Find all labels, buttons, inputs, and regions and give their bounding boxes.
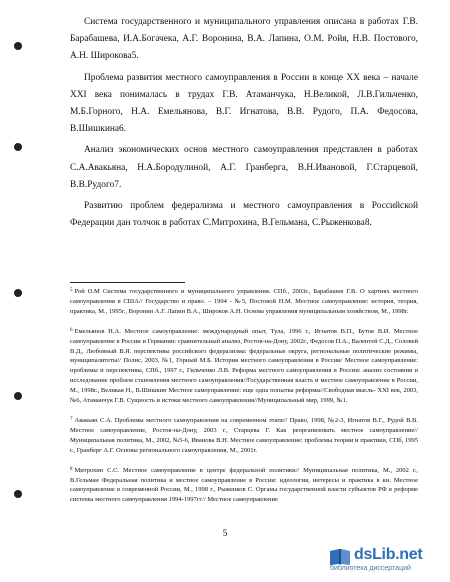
- footnote-text: Митрохин С.С. Местное самоуправление в центре федеральной политики// Муниципальная политика, М., 2002 г., В.Гельман Федеральная политика и местное самоуправление в России: идеология, интересы и практика в кн. Местное самоуправление в современной России, М., 1998 г., Рыженков С. Органы государственной власти субъектов РФ в реформе системы местного самоуправления 1994-1997гг// Местное самоуправление: [70, 466, 418, 504]
- footnote-6: [70, 326, 418, 406]
- footnote-number: 7: [70, 416, 73, 422]
- footnote-text: Рой О.М Система государственного и муниципального управления. СПб., 2003г., Барабашев Г.В. О хартиях местного самоуправления в США// Государство и право. – 1994 - №5, Постовой Н.М. Местное самоуправление: история, теория, практика, М., 1995г., Воронин А.Г. Лапин В.А., Широков А.Н. Основа управления муниципальным хозяйством, М., 1998г.: [70, 288, 418, 315]
- paragraph-3: Анализ экономических основ местного самоуправления представлен в работах С.А.Авакьяна, Н.А.Бородулиной, А.Г. Гранберга, В.Н.Ивановой, Г.Старцевой, В.В.Рудого7.: [70, 145, 418, 190]
- paragraph-1: Система государственного и муниципального управления описана в работах Г.В. Барабашева, И.А.Богачека, А.Г. Воронина, В.А. Лапина, О.М. Ройя, Н.В. Постового, А.Н. Широкова5.: [70, 17, 418, 62]
- binder-hole-icon: [14, 289, 22, 297]
- watermark-tagline: библиотека диссертаций: [330, 565, 411, 572]
- footnote-number: 8: [70, 466, 73, 472]
- book-logo-icon: [328, 547, 352, 567]
- footnote-text: Авакьян С.А. Проблемы местного самоуправления на современном этапе// Право, 1998, №2-3, Игнатов В.Г., Рудой В.В. Местное самоуправление, Ростов-на-Дону, 2003 г., Старцева Г. Как реорганизовать местное самоуправление// Муниципальная политика, М., 2002, №5-6, Иванова В.Н. Местное самоуправление: проблемы теории и практики, СПб, 1995 г., Гранберг А.Г. Основы регионального самоуправления, М., 2001г.: [70, 416, 418, 454]
- binder-hole-icon: [14, 42, 22, 50]
- binder-hole-icon: [14, 392, 22, 400]
- binder-hole-icon: [14, 490, 22, 498]
- binder-hole-icon: [14, 143, 22, 151]
- footnote-5: [70, 286, 418, 317]
- watermark-brand: dsLib.net: [354, 546, 423, 563]
- footnote-number: 6: [70, 327, 73, 333]
- footnote-divider: [70, 282, 185, 283]
- watermark: [328, 546, 446, 576]
- footnote-text: Емельянов Н.А. Местное самоуправление: международный опыт, Тула, 1996 г., Игнатов В.П., Бутов В.И. Местное самоуправление в России и Германии: сравнительный анализ, Ростов-на-Дону, 2002г., Федосов П.А., Валентей С.Д., Соловей В.Д., Любовный В.Я. перспективы российского федерализма: федеральные округа, региональные политические режимы, муниципалитеты// Полис, 2003, №1, Горный М.Б. История местного самоуправления в России/ Местное самоуправление: проблемы и перспективы, СПб., 1997 г., Гильченко Л.В. Реформа местного самоуправления в России: анализ состояния и исследование проблем становления местного самоуправления//Государственная власть и местное самоуправление в России, М., 1998г., Великая Н., В.Шишкин Местное самоуправление: еще одна попытка реформы//Свободная мысль- XXI век, 2003, №6, Атаманчук Г.В. Сущность и истоки местного самоуправления//Муниципальный мир, 1999, №1.: [70, 327, 418, 405]
- page-number: 5: [222, 528, 228, 538]
- footnote-7: [70, 415, 418, 456]
- footnotes: [70, 286, 418, 514]
- footnote-number: 5: [70, 288, 73, 293]
- footnote-8: [70, 465, 418, 506]
- body-text: [70, 14, 418, 236]
- paragraph-4: Развитию проблем федерализма и местного самоуправления в Российской Федерации дан толчок в работах С.Митрохина, В.Гельмана, С.Рыженкова8.: [70, 201, 418, 229]
- paragraph-2: Проблема развития местного самоуправления в России в конце XX века – начале XXI века понималась в трудах Г.В. Атаманчука, Н.Великой, Л.В.Гильченко, М.Б.Горного, Н.А. Емельянова, В.Г. Игнатова, В.В. Рудого, П.А. Федосова, В.Шишкина6.: [70, 72, 418, 135]
